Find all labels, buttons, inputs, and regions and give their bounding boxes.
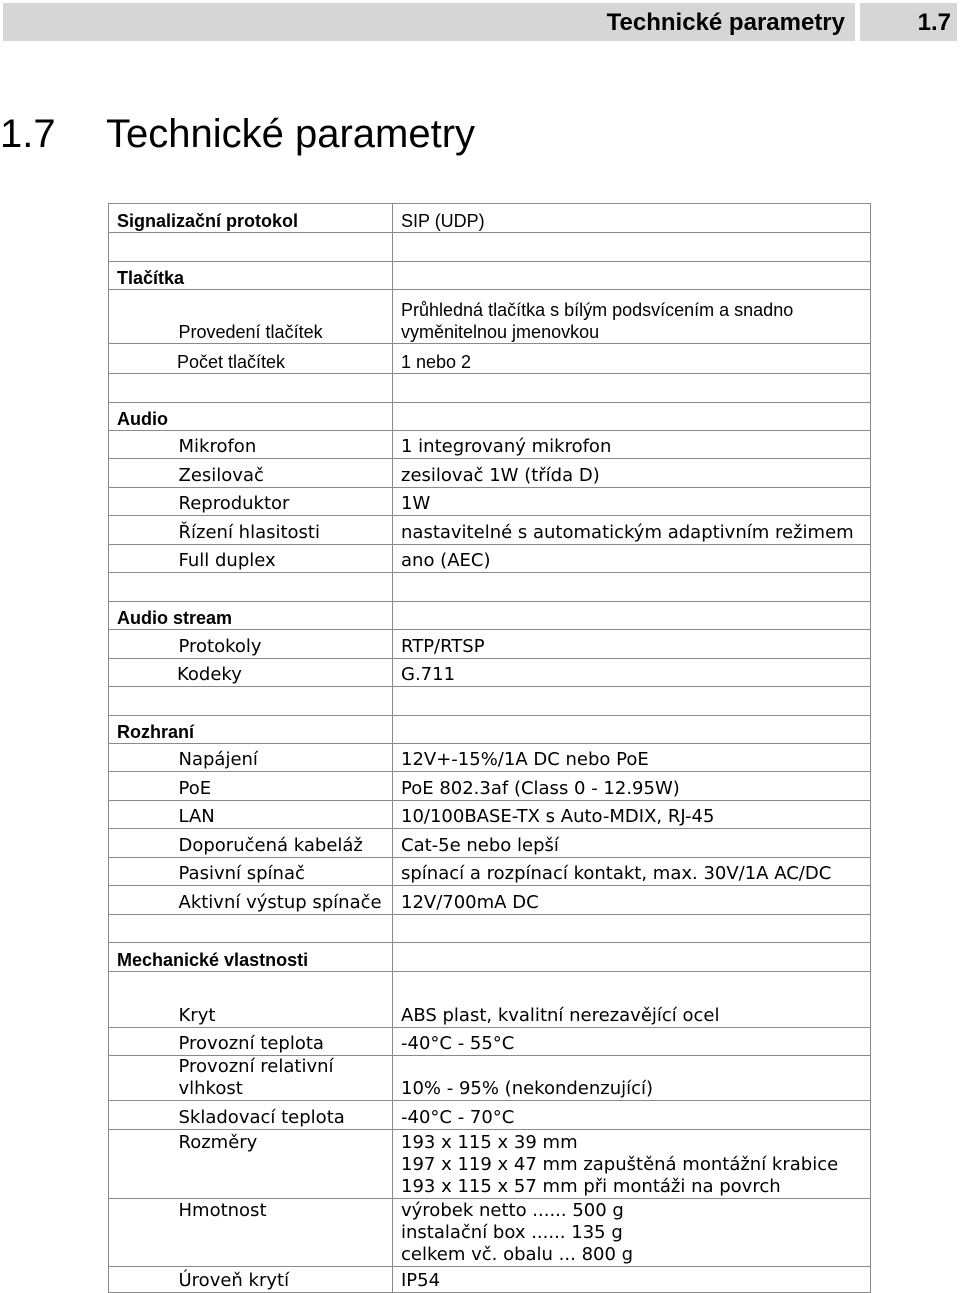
audio-label: Mikrofon bbox=[171, 431, 393, 459]
table-row bbox=[109, 630, 871, 659]
header-title: Technické parametry bbox=[3, 3, 855, 41]
table-row bbox=[109, 431, 871, 459]
spec-table bbox=[108, 203, 871, 1293]
interface-label: LAN bbox=[171, 801, 393, 829]
table-row bbox=[109, 1199, 871, 1267]
audio-value: 1 integrovaný mikrofon bbox=[393, 431, 871, 459]
provedeni-label: Provedení tlačítek bbox=[171, 290, 393, 344]
running-header bbox=[3, 3, 957, 41]
header-number: 1.7 bbox=[860, 3, 957, 41]
table-row bbox=[109, 772, 871, 801]
interface-title: Rozhraní bbox=[109, 716, 393, 744]
pocet-label: Počet tlačítek bbox=[109, 344, 393, 374]
table-row bbox=[109, 801, 871, 829]
interface-value: Cat-5e nebo lepší bbox=[393, 829, 871, 858]
vlhkost-value: 10% - 95% (nekondenzující) bbox=[393, 1056, 871, 1101]
sklad-label: Skladovací teplota bbox=[171, 1101, 393, 1130]
vlhkost-label: Provozní relativní vlhkost bbox=[171, 1056, 393, 1101]
audio-title: Audio bbox=[109, 403, 393, 431]
kryt-value: ABS plast, kvalitní nerezavějící ocel bbox=[393, 972, 871, 1028]
table-row bbox=[109, 403, 871, 431]
table-row bbox=[109, 659, 871, 687]
interface-value: spínací a rozpínací kontakt, max. 30V/1A AC/DC bbox=[393, 858, 871, 886]
interface-value: 12V/700mA DC bbox=[393, 886, 871, 915]
table-row bbox=[109, 545, 871, 573]
interface-label: Doporučená kabeláž bbox=[171, 829, 393, 858]
provedeni-value: Průhledná tlačítka s bílým podsvícením a snadno vyměnitelnou jmenovkou bbox=[393, 290, 871, 344]
table-row bbox=[109, 972, 871, 1028]
table-row bbox=[109, 858, 871, 886]
audio-label: Zesilovač bbox=[171, 459, 393, 488]
sklad-value: -40°C - 70°C bbox=[393, 1101, 871, 1130]
mech-title: Mechanické vlastnosti bbox=[109, 943, 393, 972]
table-row bbox=[109, 233, 871, 262]
table-row bbox=[109, 886, 871, 915]
table-row bbox=[109, 943, 871, 972]
hmotnost-value: výrobek netto ...... 500 g instalační box ...... 135 g celkem vč. obalu ... 800 g bbox=[393, 1199, 871, 1267]
buttons-title: Tlačítka bbox=[109, 262, 393, 290]
signal-label: Signalizační protokol bbox=[109, 204, 393, 233]
interface-label: Napájení bbox=[171, 744, 393, 772]
heading-number: 1.7 bbox=[0, 112, 56, 156]
stream-label: Protokoly bbox=[171, 630, 393, 659]
audio-value: ano (AEC) bbox=[393, 545, 871, 573]
teplota-value: -40°C - 55°C bbox=[393, 1028, 871, 1056]
stream-value: RTP/RTSP bbox=[393, 630, 871, 659]
table-row bbox=[109, 262, 871, 290]
table-row bbox=[109, 516, 871, 545]
kryt-label: Kryt bbox=[171, 972, 393, 1028]
rozmery-label: Rozměry bbox=[171, 1130, 393, 1199]
table-row bbox=[109, 573, 871, 602]
interface-value: 12V+-15%/1A DC nebo PoE bbox=[393, 744, 871, 772]
table-row bbox=[109, 744, 871, 772]
table-row bbox=[109, 602, 871, 630]
table-row bbox=[109, 344, 871, 374]
table-row bbox=[109, 290, 871, 344]
table-row bbox=[109, 204, 871, 233]
stream-label: Kodeky bbox=[109, 659, 393, 687]
table-row bbox=[109, 915, 871, 943]
table-row bbox=[109, 829, 871, 858]
table-row bbox=[109, 1101, 871, 1130]
interface-label: Aktivní výstup spínače bbox=[171, 886, 393, 915]
interface-label: PoE bbox=[171, 772, 393, 801]
audio-value: 1W bbox=[393, 488, 871, 516]
rozmery-value: 193 x 115 x 39 mm 197 x 119 x 47 mm zapuštěná montážní krabice 193 x 115 x 57 mm při montáži na povrch bbox=[393, 1130, 871, 1199]
audio-value: nastavitelné s automatickým adaptivním režimem bbox=[393, 516, 871, 545]
table-row bbox=[109, 488, 871, 516]
kryti-value: IP54 bbox=[393, 1267, 871, 1293]
teplota-label: Provozní teplota bbox=[171, 1028, 393, 1056]
pocet-value: 1 nebo 2 bbox=[393, 344, 871, 374]
audio-label: Řízení hlasitosti bbox=[171, 516, 393, 545]
table-row bbox=[109, 459, 871, 488]
hmotnost-label: Hmotnost bbox=[171, 1199, 393, 1267]
interface-value: 10/100BASE-TX s Auto-MDIX, RJ-45 bbox=[393, 801, 871, 829]
table-row bbox=[109, 374, 871, 403]
stream-value: G.711 bbox=[393, 659, 871, 687]
heading-title: Technické parametry bbox=[106, 112, 476, 156]
audio-label: Full duplex bbox=[171, 545, 393, 573]
table-row bbox=[109, 1028, 871, 1056]
table-row bbox=[109, 1056, 871, 1101]
kryti-label: Úroveň krytí bbox=[171, 1267, 393, 1293]
stream-title: Audio stream bbox=[109, 602, 393, 630]
table-row bbox=[109, 687, 871, 716]
section-heading bbox=[0, 108, 475, 160]
audio-value: zesilovač 1W (třída D) bbox=[393, 459, 871, 488]
signal-value: SIP (UDP) bbox=[393, 204, 871, 233]
interface-value: PoE 802.3af (Class 0 - 12.95W) bbox=[393, 772, 871, 801]
table-row bbox=[109, 716, 871, 744]
interface-label: Pasivní spínač bbox=[171, 858, 393, 886]
table-row bbox=[109, 1130, 871, 1199]
audio-label: Reproduktor bbox=[171, 488, 393, 516]
